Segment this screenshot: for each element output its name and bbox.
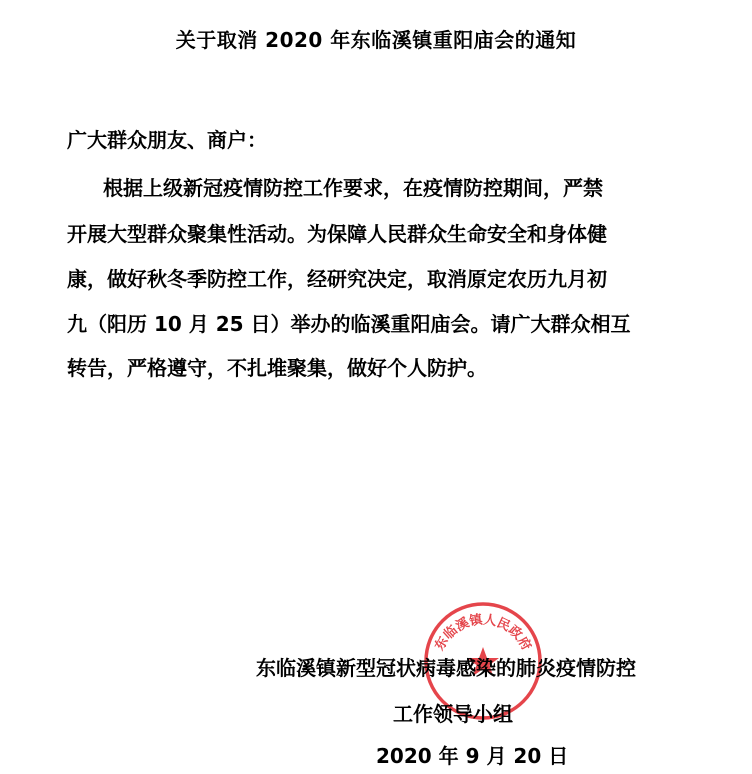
svg-text:东临溪镇人民政府: 东临溪镇人民政府 [432,612,534,654]
signature-org-line2: 工作领导小组 [393,702,513,726]
body-line-5: 转告，严格遵守，不扎堆聚集，做好个人防护。 [67,356,487,380]
notice-title: 关于取消 2020 年东临溪镇重阳庙会的通知 [175,28,577,52]
body-line-1: 根据上级新冠疫情防控工作要求，在疫情防控期间，严禁 [103,176,603,200]
body-line-2: 开展大型群众聚集性活动。为保障人民群众生命安全和身体健 [67,222,607,246]
body-line-4: 九（阳历 10 月 25 日）举办的临溪重阳庙会。请广大群众相互 [67,312,631,336]
body-line-3: 康，做好秋冬季防控工作，经研究决定，取消原定农历九月初 [67,267,607,291]
signature-date: 2020 年 9 月 20 日 [376,744,569,768]
signature-org-line1: 东临溪镇新型冠状病毒感染的肺炎疫情防控 [256,656,636,680]
greeting: 广大群众朋友、商户： [67,128,267,152]
